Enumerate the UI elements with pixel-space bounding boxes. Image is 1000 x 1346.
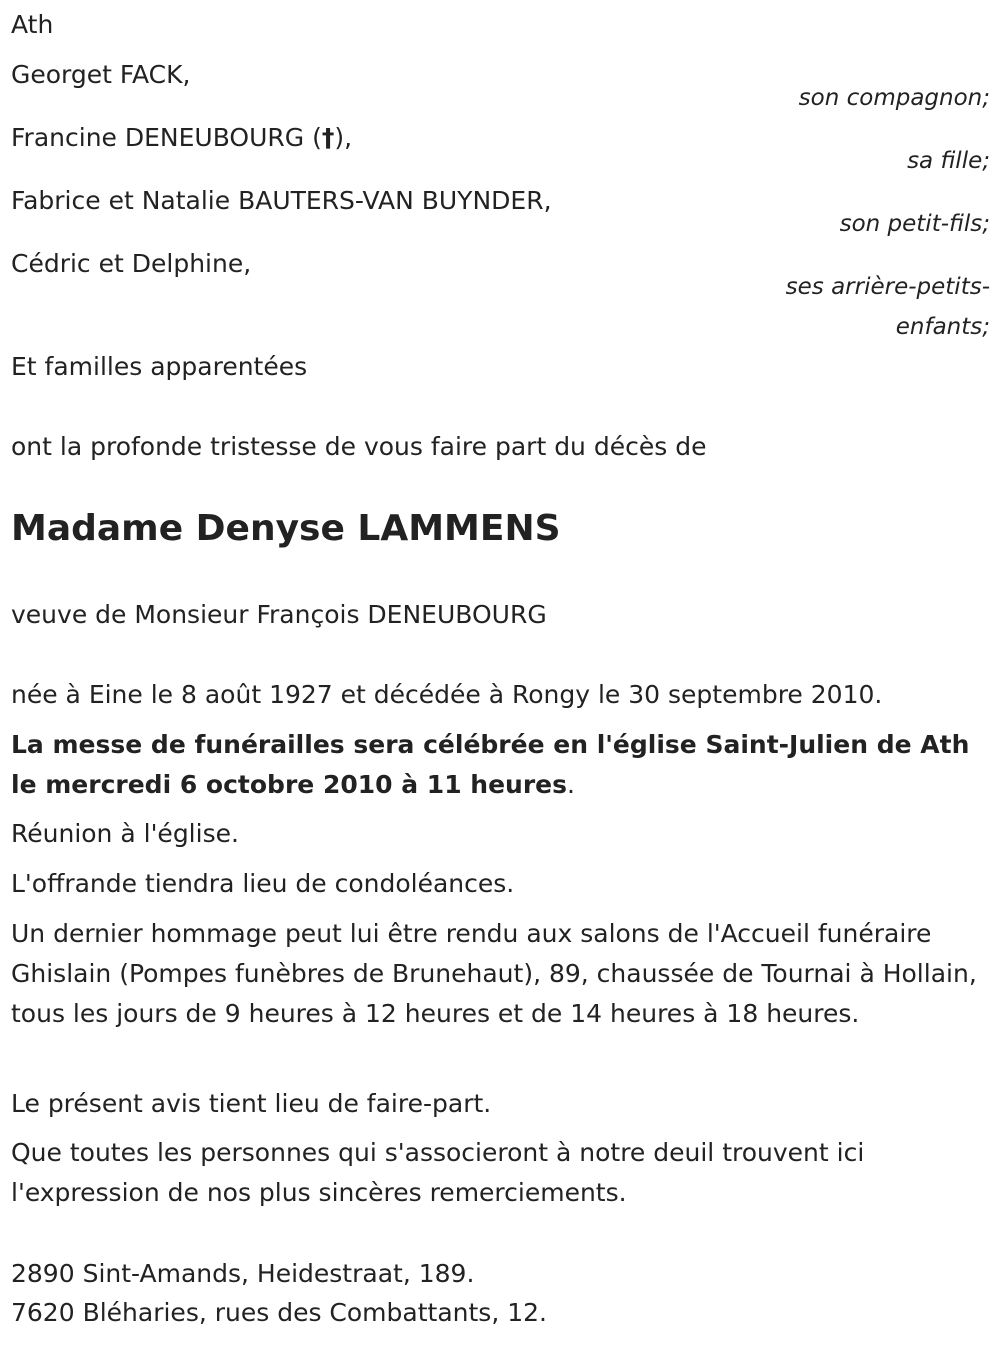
family-member-3-name: Fabrice et Natalie BAUTERS-VAN BUYNDER,	[11, 186, 552, 215]
notice: Le présent avis tient lieu de faire-part.	[11, 1089, 492, 1118]
related-families: Et familles apparentées	[11, 352, 308, 381]
family-member-3-role: son petit-fils;	[839, 211, 990, 237]
location: Ath	[11, 10, 54, 39]
family-member-4-role: ses arrière-petits-enfants;	[785, 274, 990, 340]
family-member-4-name: Cédric et Delphine,	[11, 249, 252, 278]
address-2: 7620 Bléharies, rues des Combattants, 12.	[11, 1298, 547, 1327]
family-member-1-role: son compagnon;	[798, 85, 990, 111]
address-1: 2890 Sint-Amands, Heidestraat, 189.	[11, 1259, 475, 1288]
cross-icon: †	[321, 123, 335, 152]
offering-info: L'offrande tiendra lieu de condoléances.	[11, 869, 515, 898]
meeting-info: Réunion à l'église.	[11, 819, 239, 848]
family-member-2-role: sa fille;	[907, 148, 990, 174]
thanks: Que toutes les personnes qui s'associeront à notre deuil trouvent ici l'expression de nos plus sincères remerciements.	[11, 1138, 865, 1207]
widow-of: veuve de Monsieur François DENEUBOURG	[11, 600, 547, 629]
funeral-info: La messe de funérailles sera célébrée en l'église Saint-Julien de Ath le mercredi 6 octobre 2010 à 11 heures.	[11, 730, 970, 799]
family-member-1-name: Georget FACK,	[11, 60, 191, 89]
birth-death: née à Eine le 8 août 1927 et décédée à Rongy le 30 septembre 2010.	[11, 680, 883, 709]
tribute-info: Un dernier hommage peut lui être rendu aux salons de l'Accueil funéraire Ghislain (Pompes funèbres de Brunehaut), 89, chaussée de Tournai à Hollain, tous les jours de 9 heures à 12 heures et de 14 heures à 18 heures.	[11, 919, 977, 1028]
announcement: ont la profonde tristesse de vous faire part du décès de	[11, 432, 707, 461]
funeral-details: La messe de funérailles sera célébrée en l'église Saint-Julien de Ath le mercredi 6 octobre 2010 à 11 heures	[11, 730, 970, 799]
family-member-2-name: Francine DENEUBOURG (†),	[11, 123, 353, 152]
deceased-name: Madame Denyse LAMMENS	[11, 508, 561, 549]
